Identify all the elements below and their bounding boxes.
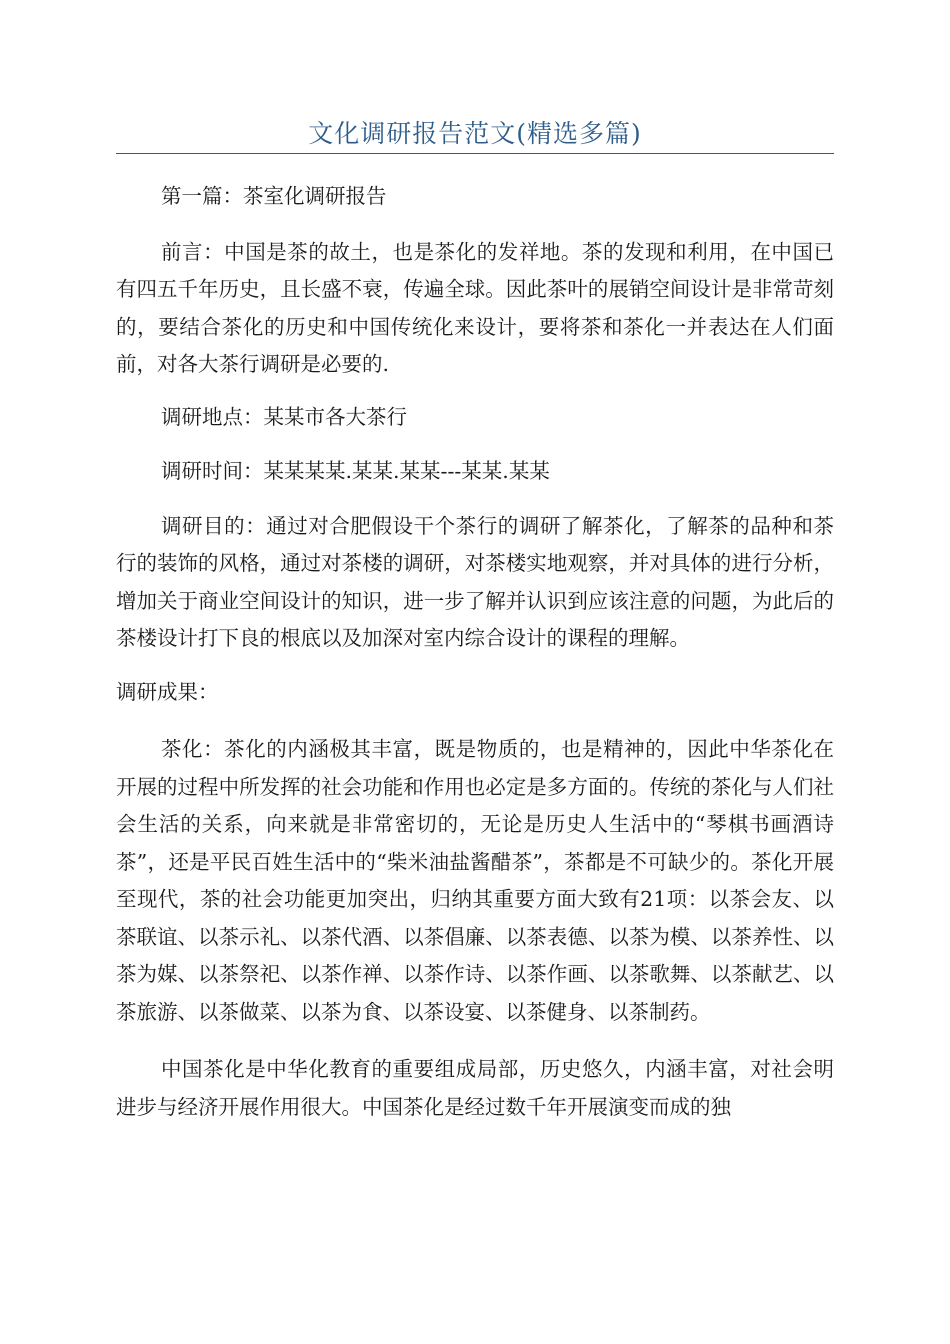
- section-heading: 第一篇：茶室化调研报告: [161, 184, 387, 208]
- china-tea-culture-paragraph: 中国茶化是中华化教育的重要组成局部，历史悠久，内涵丰富，对社会明进步与经济开展作用很大。中国茶化是经过数千年开展演变而成的独: [116, 1057, 834, 1119]
- survey-location: 调研地点：某某市各大茶行: [161, 404, 407, 429]
- survey-purpose-paragraph: 调研目的：通过对合肥假设干个茶行的调研了解茶化，了解茶的品种和茶行的装饰的风格，通过对茶楼的调研，对茶楼实地观察，并对具体的进行分析，增加关于商业空间设计的知识，进一步了解并认识到应该注意的问题，为此后的茶楼设计打下良的根底以及加深对室内综合设计的课程的理解。: [116, 513, 834, 650]
- results-label: 调研成果：: [116, 679, 219, 704]
- intro-paragraph: 前言：中国是茶的故土，也是茶化的发祥地。茶的发现和利用，在中国已有四五千年历史，且长盛不衰，传遍全球。因此茶叶的展销空间设计是非常苛刻的，要结合茶化的历史和中国传统化来设计，要将茶和茶化一并表达在人们面前，对各大茶行调研是必要的.: [116, 239, 834, 376]
- document-body: [116, 178, 834, 1126]
- survey-time: 调研时间：某某某某.某某.某某---某某.某某: [161, 459, 550, 483]
- document-title: 文化调研报告范文(精选多篇): [308, 119, 642, 148]
- title-underline: [116, 153, 834, 154]
- tea-culture-paragraph: 茶化：茶化的内涵极其丰富，既是物质的，也是精神的，因此中华茶化在开展的过程中所发挥的社会功能和作用也必定是多方面的。传统的茶化与人们社会生活的关系，向来就是非常密切的，无论是历史人生活中的“琴棋书画酒诗茶”，还是平民百姓生活中的“柴米油盐酱醋茶”，茶都是不可缺少的。茶化开展至现代，茶的社会功能更加突出，归纳其重要方面大致有21项：以茶会友、以茶联谊、以茶示礼、以茶代酒、以茶倡廉、以茶表德、以茶为模、以茶养性、以茶为媒、以茶祭祀、以茶作禅、以茶作诗、以茶作画、以茶歌舞、以茶献艺、以茶旅游、以茶做菜、以茶为食、以茶设宴、以茶健身、以茶制药。: [116, 737, 834, 1024]
